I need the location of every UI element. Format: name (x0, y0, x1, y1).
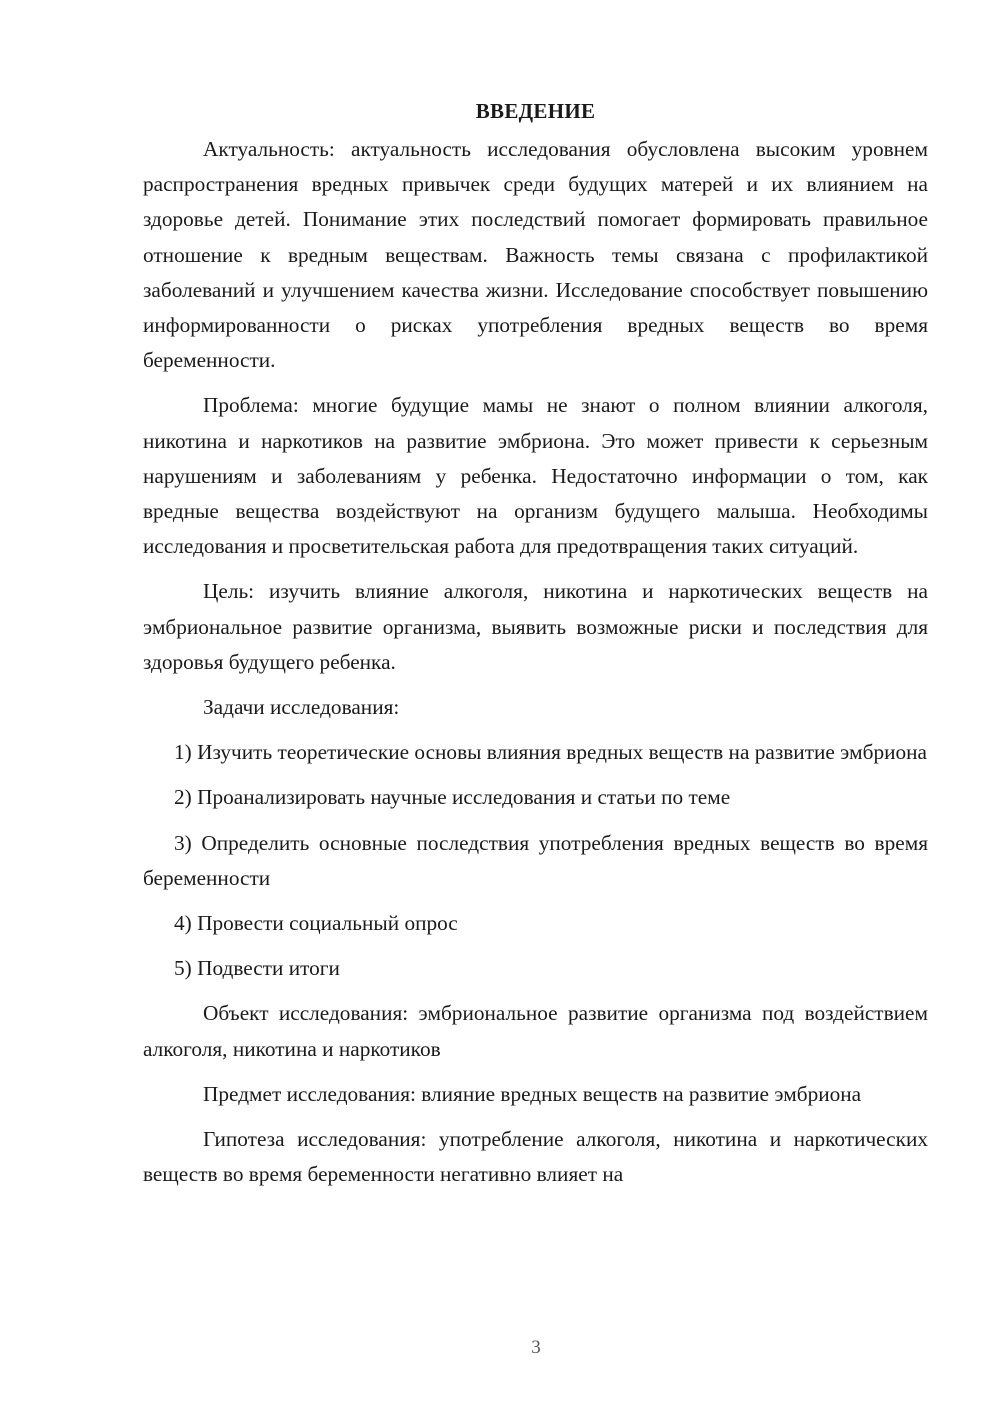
list-item: 1) Изучить теоретические основы влияния вредных веществ на развитие эмбриона (174, 740, 927, 765)
list-item: 4) Провести социальный опрос (174, 911, 458, 936)
section-title: ВВЕДЕНИЕ (475, 99, 596, 123)
goal-paragraph: Цель: изучить влияние алкоголя, никотина и наркотических веществ на эмбриональное развитие организма, выявить возможные риски и последствия для здоровья будущего ребенка. (143, 579, 928, 674)
tasks-heading: Задачи исследования: (203, 695, 400, 720)
object-paragraph: Объект исследования: эмбриональное развитие организма под воздействием алкоголя, никотина и наркотиков (143, 1001, 928, 1061)
list-item: 5) Подвести итоги (174, 956, 340, 981)
relevance-paragraph: Актуальность: актуальность исследования обусловлена высоким уровнем распространения вредных привычек среди будущих матерей и их влиянием на здоровье детей. Понимание этих последствий помогает формировать правильное отношение к вредным веществам. Важность темы связана с профилактикой заболеваний и улучшением качества жизни. Исследование способствует повышению информированности о рисках употребления вредных веществ во время беременности. (143, 137, 928, 373)
page-content (143, 96, 928, 1202)
list-item: 3) Определить основные последствия употребления вредных веществ во время беременности (143, 830, 928, 890)
subject-paragraph: Предмет исследования: влияние вредных веществ на развитие эмбриона (203, 1081, 862, 1106)
problem-paragraph: Проблема: многие будущие мамы не знают о полном влиянии алкоголя, никотина и наркотиков на развитие эмбриона. Это может привести к серьезным нарушениям и заболеваниям у ребенка. Недостаточно информации о том, как вредные вещества воздействуют на организм будущего малыша. Необходимы исследования и просветительская работа для предотвращения таких ситуаций. (143, 393, 928, 559)
tasks-list (143, 735, 928, 986)
list-item: 2) Проанализировать научные исследования и статьи по теме (174, 785, 731, 810)
page-number: 3 (531, 1337, 541, 1358)
hypothesis-paragraph: Гипотеза исследования: употребление алкоголя, никотина и наркотических веществ во время беременности негативно влияет на (143, 1127, 928, 1187)
